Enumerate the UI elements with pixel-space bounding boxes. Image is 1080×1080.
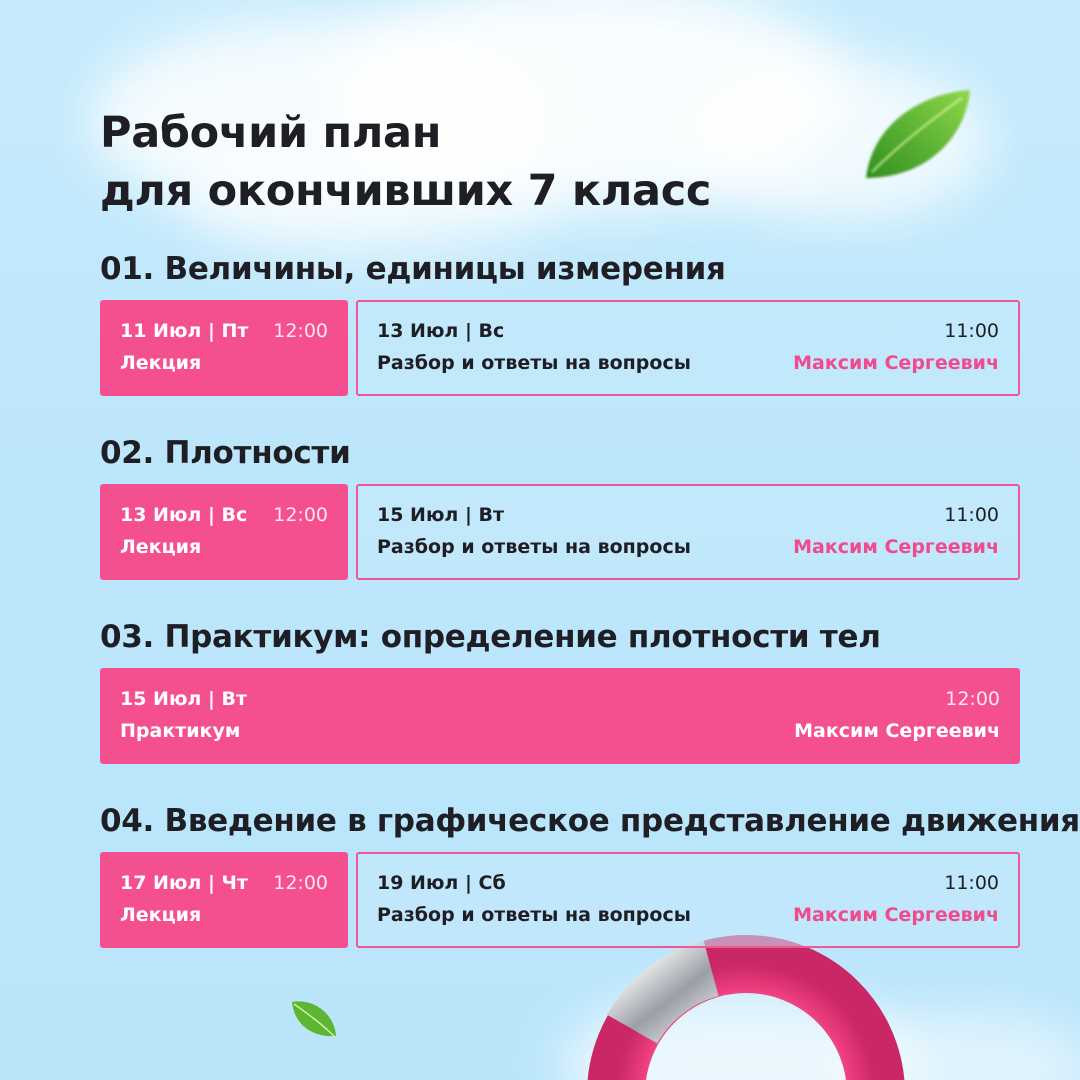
- teacher-name: Максим Сергеевич: [793, 352, 999, 374]
- section-heading: 01. Величины, единицы измерения: [100, 251, 726, 287]
- teacher-name: Максим Сергеевич: [793, 904, 999, 926]
- section-heading: 02. Плотности: [100, 435, 351, 471]
- session-date: 15 Июл | Вт: [120, 688, 248, 710]
- session-time: 11:00: [944, 320, 999, 342]
- review-card[interactable]: [356, 484, 1020, 580]
- session-type: Лекция: [120, 352, 202, 374]
- lecture-card[interactable]: [100, 484, 348, 580]
- review-card[interactable]: [356, 852, 1020, 948]
- session-date: 13 Июл | Вс: [377, 320, 505, 342]
- session-time: 12:00: [273, 504, 328, 526]
- session-date: 17 Июл | Чт: [120, 872, 248, 894]
- session-date: 11 Июл | Пт: [120, 320, 249, 342]
- practicum-card[interactable]: [100, 668, 1020, 764]
- swim-ring-icon: [586, 934, 906, 1080]
- title-line-1: Рабочий план: [100, 108, 442, 158]
- page-title: [100, 104, 711, 220]
- session-type: Лекция: [120, 536, 202, 558]
- title-line-2: для окончивших 7 класс: [100, 166, 712, 216]
- lecture-card[interactable]: [100, 300, 348, 396]
- leaf-icon: [858, 86, 978, 186]
- section-heading: 03. Практикум: определение плотности тел: [100, 619, 881, 655]
- session-time: 11:00: [944, 872, 999, 894]
- session-date: 15 Июл | Вт: [377, 504, 505, 526]
- lecture-card[interactable]: [100, 852, 348, 948]
- session-type: Разбор и ответы на вопросы: [377, 904, 691, 926]
- session-time: 11:00: [944, 504, 999, 526]
- session-type: Разбор и ответы на вопросы: [377, 536, 691, 558]
- session-type: Разбор и ответы на вопросы: [377, 352, 691, 374]
- session-date: 13 Июл | Вс: [120, 504, 248, 526]
- session-type: Практикум: [120, 720, 241, 742]
- session-date: 19 Июл | Сб: [377, 872, 506, 894]
- teacher-name: Максим Сергеевич: [793, 536, 999, 558]
- session-time: 12:00: [945, 688, 1000, 710]
- session-time: 12:00: [273, 872, 328, 894]
- session-time: 12:00: [273, 320, 328, 342]
- review-card[interactable]: [356, 300, 1020, 396]
- session-type: Лекция: [120, 904, 202, 926]
- teacher-name: Максим Сергеевич: [794, 720, 1000, 742]
- leaf-icon: [288, 996, 340, 1042]
- section-heading: 04. Введение в графическое представление движения: [100, 803, 1080, 839]
